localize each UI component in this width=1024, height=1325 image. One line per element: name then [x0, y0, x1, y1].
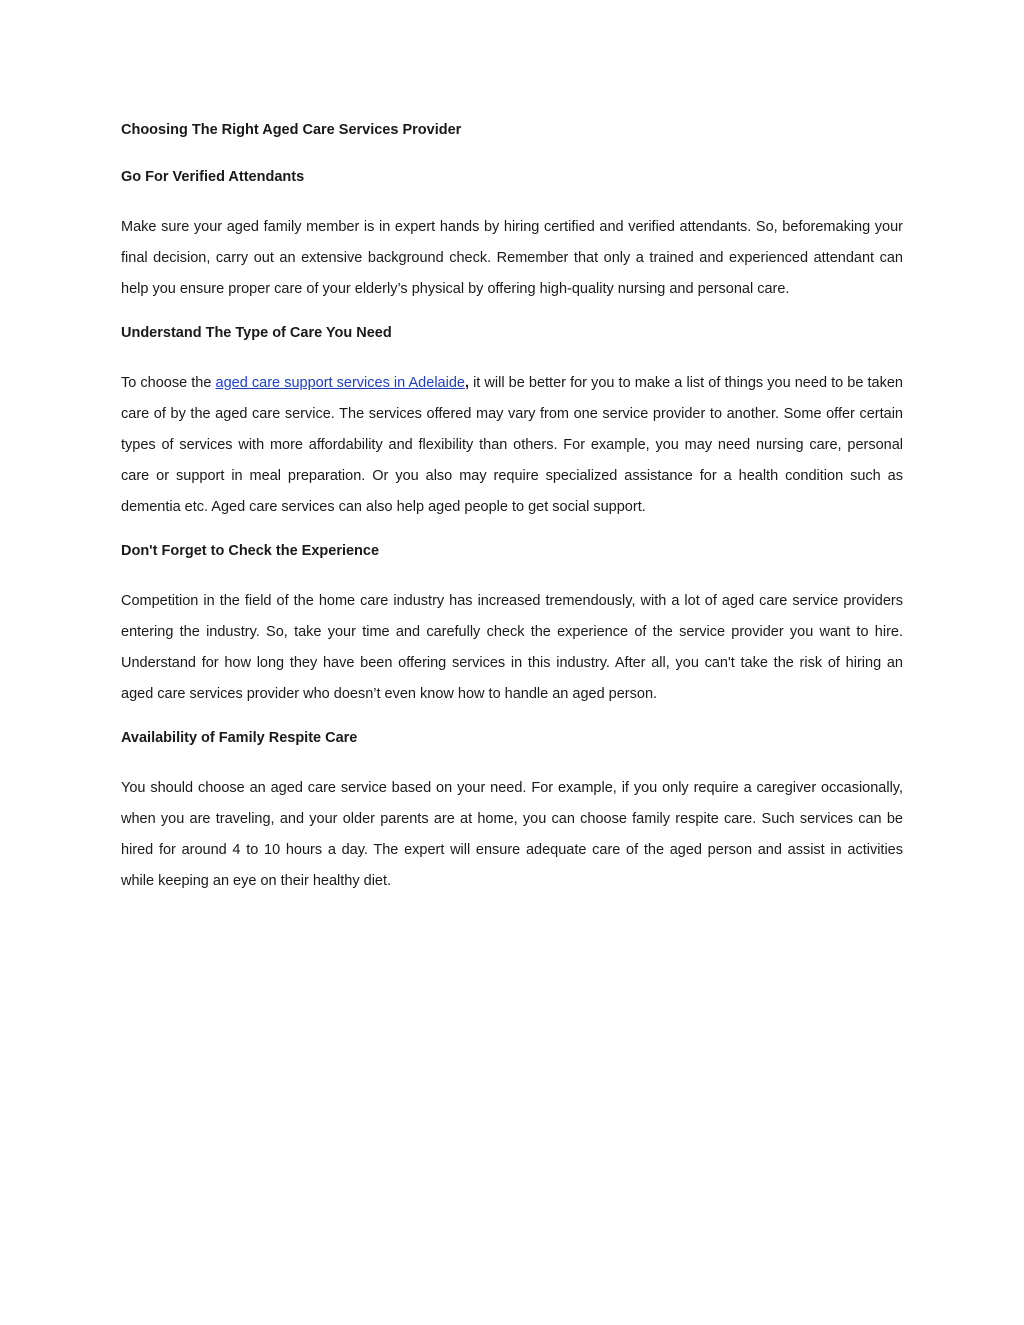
paragraph-text-after-link: it will be better for you to make a list of things you need to be taken care of by the aged care service. The services offered may vary from one service provider to another. Some offer certain types of services with more affordability and flexibility than others. For example, you may need nursing care, personal care or support in meal preparation. Or you also may require specialized assistance for a health condition such as dementia etc. Aged care services can also help aged people to get social support.	[121, 375, 903, 515]
paragraph-experience: Competition in the field of the home care industry has increased tremendously, with a lot of aged care service providers entering the industry. So, take your time and carefully check the experience of the service provider you want to hire. Understand for how long they have been offering services in this industry. After all, you can't take the risk of hiring an aged care services provider who doesn’t even know how to handle an aged person.	[121, 593, 903, 702]
link-trailing-comma: ,	[464, 375, 469, 391]
document-title: Choosing The Right Aged Care Services Provider	[121, 122, 462, 138]
paragraph-text-before-link: To choose the	[121, 375, 216, 391]
aged-care-support-link[interactable]: aged care support services in Adelaide	[215, 375, 465, 391]
document-body	[121, 118, 903, 913]
section-heading-experience: Don't Forget to Check the Experience	[121, 543, 380, 559]
paragraph-respite-care: You should choose an aged care service based on your need. For example, if you only require a caregiver occasionally, when you are traveling, and your older parents are at home, you can choose family respite care. Such services can be hired for around 4 to 10 hours a day. The expert will ensure adequate care of the aged person and assist in activities while keeping an eye on their healthy diet.	[121, 780, 903, 889]
paragraph-type-of-care	[121, 368, 903, 523]
section-heading-verified-attendants: Go For Verified Attendants	[121, 169, 305, 185]
paragraph-verified-attendants: Make sure your aged family member is in expert hands by hiring certified and verified attendants. So, beforemaking your final decision, carry out an extensive background check. Remember that only a trained and experienced attendant can help you ensure proper care of your elderly’s physical by offering high-quality nursing and personal care.	[121, 219, 903, 297]
section-heading-type-of-care: Understand The Type of Care You Need	[121, 325, 392, 341]
section-heading-respite-care: Availability of Family Respite Care	[121, 730, 358, 746]
